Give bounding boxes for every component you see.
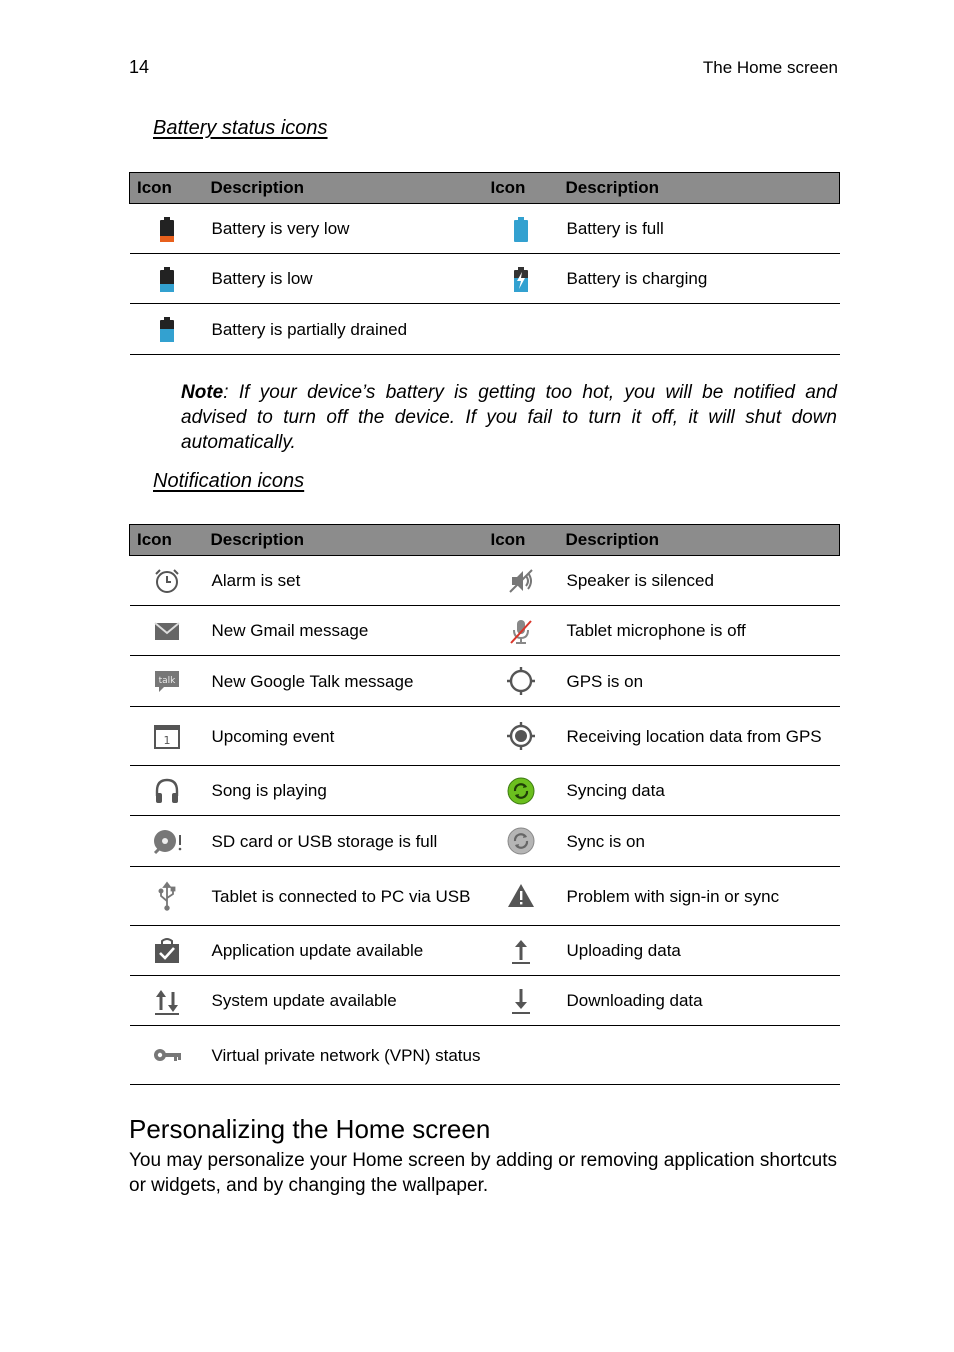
icon-cell (484, 867, 559, 926)
table-row (130, 867, 840, 926)
description-cell: Virtual private network (VPN) status (204, 1026, 484, 1085)
icon-cell (130, 816, 204, 867)
icon-cell (130, 204, 204, 254)
description-cell: New Gmail message (204, 606, 484, 656)
notification-icons-heading: Notification icons (153, 470, 305, 492)
battery-status-table (129, 172, 840, 355)
icon-cell (130, 606, 204, 656)
icon-cell (484, 976, 559, 1026)
description-cell: Application update available (204, 926, 484, 976)
description-cell: Receiving location data from GPS (559, 707, 840, 766)
column-header-description: Description (559, 525, 840, 556)
column-header-icon: Icon (484, 173, 559, 204)
column-header-description: Description (204, 525, 484, 556)
download-icon (506, 986, 536, 1016)
battery-very-low-icon (152, 214, 182, 244)
headphones-icon (152, 776, 182, 806)
note-text: : If your device’s battery is getting too hot, you will be notified and advised to turn off the device. If you fail to turn it off, it will shut down automatically. (181, 382, 837, 453)
description-cell (559, 1026, 840, 1085)
column-header-icon: Icon (484, 525, 559, 556)
sd-card-full-icon (152, 826, 182, 856)
table-row (130, 1026, 840, 1085)
table-row (130, 254, 840, 304)
icon-cell (130, 304, 204, 355)
icon-cell (484, 816, 559, 867)
table-row (130, 606, 840, 656)
description-cell: SD card or USB storage is full (204, 816, 484, 867)
description-cell: Downloading data (559, 976, 840, 1026)
table-row (130, 304, 840, 355)
vpn-key-icon (152, 1040, 182, 1070)
app-update-icon (152, 936, 182, 966)
calendar-event-icon (152, 721, 182, 751)
icon-cell (130, 766, 204, 816)
battery-full-icon (506, 214, 536, 244)
column-header-description: Description (204, 173, 484, 204)
table-row (130, 766, 840, 816)
icon-cell (484, 556, 559, 606)
system-update-icon (152, 986, 182, 1016)
description-cell: Alarm is set (204, 556, 484, 606)
icon-cell (484, 926, 559, 976)
icon-cell (484, 254, 559, 304)
table-row (130, 816, 840, 867)
battery-low-icon (152, 264, 182, 294)
description-cell: Tablet microphone is off (559, 606, 840, 656)
alarm-icon (152, 566, 182, 596)
icon-cell (130, 1026, 204, 1085)
description-cell: Tablet is connected to PC via USB (204, 867, 484, 926)
description-cell: Battery is very low (204, 204, 484, 254)
description-cell: Battery is charging (559, 254, 840, 304)
battery-status-heading: Battery status icons (153, 117, 328, 139)
column-header-icon: Icon (130, 525, 204, 556)
description-cell: Upcoming event (204, 707, 484, 766)
svg-text:1: 1 (163, 734, 170, 747)
table-row (130, 204, 840, 254)
battery-note (181, 380, 837, 455)
page-number: 14 (129, 57, 150, 77)
icon-cell (130, 926, 204, 976)
table-header-row (130, 525, 840, 556)
icon-cell (130, 656, 204, 707)
icon-cell (484, 707, 559, 766)
icon-cell (130, 976, 204, 1026)
description-cell: GPS is on (559, 656, 840, 707)
icon-cell (484, 766, 559, 816)
microphone-off-icon (506, 616, 536, 646)
icon-cell (130, 707, 204, 766)
description-cell: Battery is low (204, 254, 484, 304)
running-header-title: The Home screen (702, 58, 838, 77)
icon-cell (130, 556, 204, 606)
table-row (130, 926, 840, 976)
column-header-icon: Icon (130, 173, 204, 204)
icon-cell (484, 606, 559, 656)
table-row (130, 707, 840, 766)
table-header-row (130, 173, 840, 204)
table-row (130, 976, 840, 1026)
google-talk-icon (152, 666, 182, 696)
personalizing-heading: Personalizing the Home screen (129, 1114, 491, 1144)
icon-cell (130, 254, 204, 304)
notification-icons-table (129, 524, 840, 1085)
battery-charging-icon (506, 264, 536, 294)
description-cell: Battery is full (559, 204, 840, 254)
gmail-icon (152, 616, 182, 646)
column-header-description: Description (559, 173, 840, 204)
description-cell: New Google Talk message (204, 656, 484, 707)
warning-icon (506, 881, 536, 911)
icon-cell (484, 1026, 559, 1085)
description-cell: Song is playing (204, 766, 484, 816)
description-cell: Uploading data (559, 926, 840, 976)
usb-icon (152, 881, 182, 911)
note-label: Note (181, 382, 224, 403)
personalizing-body: You may personalize your Home screen by adding or removing application shortcuts or widgets, and by changing the wallpaper. (129, 1150, 837, 1196)
battery-partially-drained-icon (152, 314, 182, 344)
table-row (130, 556, 840, 606)
description-cell: System update available (204, 976, 484, 1026)
svg-text:talk: talk (158, 676, 175, 686)
description-cell: Battery is partially drained (204, 304, 484, 355)
speaker-silenced-icon (506, 566, 536, 596)
table-row (130, 656, 840, 707)
icon-cell (484, 304, 559, 355)
description-cell: Problem with sign-in or sync (559, 867, 840, 926)
description-cell: Sync is on (559, 816, 840, 867)
upload-icon (506, 936, 536, 966)
gps-receiving-icon (506, 721, 536, 751)
description-cell: Speaker is silenced (559, 556, 840, 606)
description-cell: Syncing data (559, 766, 840, 816)
description-cell (559, 304, 840, 355)
sync-on-icon (506, 826, 536, 856)
icon-cell (484, 204, 559, 254)
icon-cell (130, 867, 204, 926)
icon-cell (484, 656, 559, 707)
gps-on-icon (506, 666, 536, 696)
syncing-icon (506, 776, 536, 806)
